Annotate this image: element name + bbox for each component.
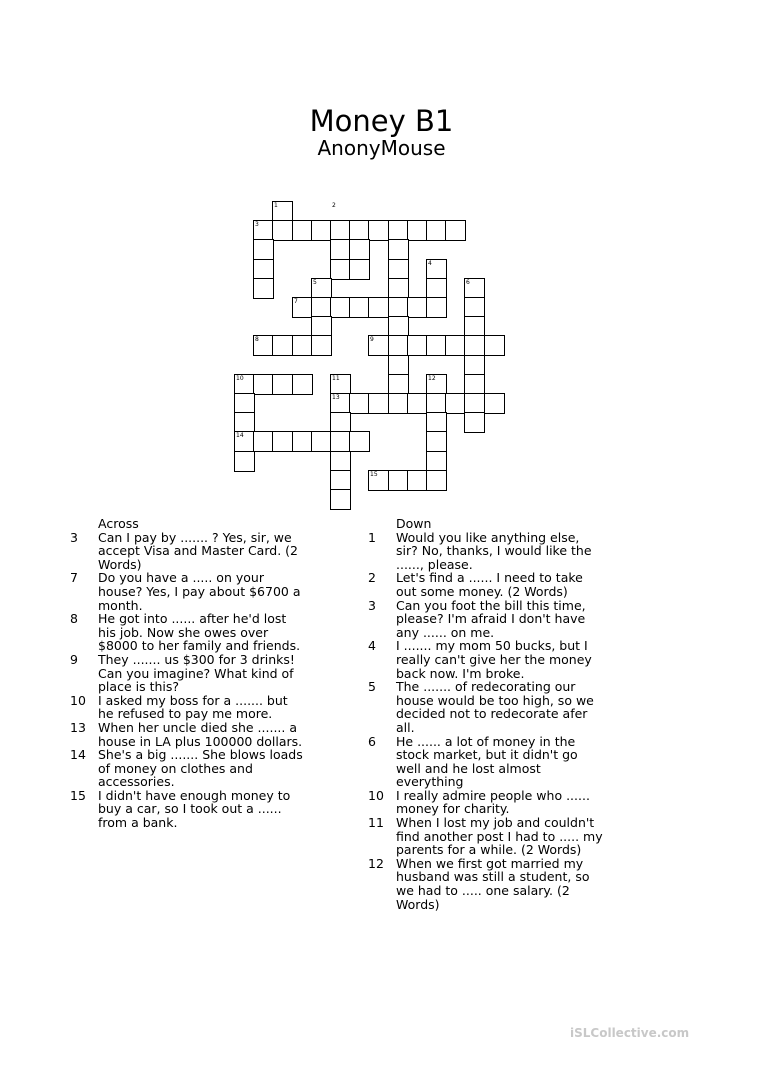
grid-cell[interactable] — [464, 355, 485, 376]
down-clue — [368, 816, 604, 857]
down-clue — [368, 571, 604, 598]
grid-cell[interactable] — [464, 412, 485, 433]
grid-cell[interactable] — [292, 220, 313, 241]
cell-number: 11 — [332, 375, 340, 382]
across-clue — [70, 721, 306, 748]
across-clue — [70, 571, 306, 612]
grid-cell[interactable] — [388, 297, 409, 318]
clue-text: They ....... us $300 for 3 drinks! Can you imagine? What kind of place is this? — [98, 651, 295, 695]
grid-cell[interactable] — [330, 470, 351, 491]
cell-number: 1 — [274, 202, 278, 209]
clue-text: He got into ...... after he'd lost his job. Now she owes over $8000 to her family and friends. — [98, 611, 301, 654]
cell-number: 2 — [332, 202, 336, 209]
grid-cell[interactable] — [330, 412, 351, 433]
grid-cell[interactable] — [426, 297, 447, 318]
grid-cell[interactable] — [272, 220, 293, 241]
cell-number: 6 — [466, 279, 470, 286]
footer-watermark: iSLCollective.com — [570, 1026, 690, 1040]
down-clue — [368, 789, 604, 816]
grid-cell[interactable] — [464, 297, 485, 318]
grid-cell[interactable] — [388, 470, 409, 491]
down-clue — [368, 599, 604, 640]
grid-cell[interactable] — [330, 259, 351, 280]
clue-text: When her uncle died she ....... a house in LA plus 100000 dollars. — [98, 719, 303, 749]
clue-number: 15 — [70, 787, 86, 803]
grid-cell[interactable] — [311, 431, 332, 452]
clue-text: Do you have a ..... on your house? Yes, I pay about $6700 a month. — [98, 570, 301, 613]
clue-number: 3 — [368, 597, 376, 613]
grid-cell[interactable] — [388, 239, 409, 260]
grid-cell[interactable] — [368, 220, 389, 241]
grid-cell[interactable] — [349, 431, 370, 452]
grid-cell[interactable] — [426, 220, 447, 241]
across-clue — [70, 748, 306, 789]
grid-cell[interactable] — [388, 278, 409, 299]
grid-cell[interactable] — [426, 335, 447, 356]
grid-cell[interactable] — [234, 412, 255, 433]
grid-cell[interactable] — [388, 220, 409, 241]
grid-cell[interactable] — [349, 239, 370, 260]
grid-cell[interactable] — [407, 297, 428, 318]
grid-cell[interactable] — [426, 393, 447, 414]
grid-cell[interactable] — [253, 374, 274, 395]
grid-cell[interactable] — [311, 297, 332, 318]
clue-number: 14 — [70, 747, 86, 763]
grid-cell[interactable] — [272, 335, 293, 356]
clue-number: 11 — [368, 815, 384, 831]
grid-cell[interactable] — [349, 297, 370, 318]
across-clue — [70, 653, 306, 694]
clue-text: Can I pay by ....... ? Yes, sir, we accept Visa and Master Card. (2 Words) — [98, 529, 298, 572]
down-clue — [368, 680, 604, 734]
clue-number: 2 — [368, 570, 376, 586]
grid-cell[interactable] — [311, 316, 332, 337]
grid-cell[interactable] — [330, 431, 351, 452]
across-clues — [70, 517, 306, 830]
grid-cell[interactable] — [388, 393, 409, 414]
cell-number: 9 — [370, 336, 374, 343]
author-name: AnonyMouse — [317, 136, 446, 160]
grid-cell[interactable] — [388, 355, 409, 376]
grid-cell[interactable] — [330, 451, 351, 472]
clue-text: When I lost my job and couldn't find another post I had to ..... my parents for a while. (2 Words) — [396, 815, 603, 858]
grid-cell[interactable] — [292, 431, 313, 452]
clue-number: 10 — [70, 692, 86, 708]
grid-cell[interactable] — [388, 316, 409, 337]
grid-cell[interactable] — [445, 220, 466, 241]
across-clue — [70, 612, 306, 653]
grid-cell[interactable] — [484, 335, 505, 356]
grid-cell[interactable] — [349, 259, 370, 280]
cell-number: 14 — [236, 432, 244, 439]
clue-number: 5 — [368, 679, 376, 695]
clue-text: The ....... of redecorating our house would be too high, so we decided not to redecorate afer all. — [396, 679, 594, 735]
grid-cell[interactable] — [272, 374, 293, 395]
grid-cell[interactable] — [292, 374, 313, 395]
grid-cell[interactable] — [407, 393, 428, 414]
grid-cell[interactable] — [426, 412, 447, 433]
grid-cell[interactable] — [464, 374, 485, 395]
clue-text: Can you foot the bill this time, please? I'm afraid I don't have any ...... on me. — [396, 597, 586, 640]
down-clues — [368, 517, 604, 911]
grid-cell[interactable] — [388, 259, 409, 280]
grid-cell[interactable] — [426, 278, 447, 299]
grid-cell[interactable] — [234, 393, 255, 414]
page-title: Money B1 — [309, 104, 454, 138]
clue-number: 7 — [70, 570, 78, 586]
grid-cell[interactable] — [445, 335, 466, 356]
grid-cell[interactable] — [407, 335, 428, 356]
clue-number: 6 — [368, 733, 376, 749]
across-clue — [70, 531, 306, 572]
clue-text: Would you like anything else, sir? No, thanks, I would like the ......, please. — [396, 529, 592, 572]
clue-number: 8 — [70, 611, 78, 627]
grid-cell[interactable] — [484, 393, 505, 414]
grid-cell[interactable] — [253, 278, 274, 299]
cell-number: 3 — [255, 221, 259, 228]
cell-number: 5 — [313, 279, 317, 286]
grid-cell[interactable] — [311, 335, 332, 356]
clue-text: I didn't have enough money to buy a car, so I took out a ...... from a bank. — [98, 787, 291, 831]
cell-number: 10 — [236, 375, 244, 382]
grid-cell[interactable] — [253, 431, 274, 452]
grid-cell[interactable] — [253, 259, 274, 280]
clue-text: I really admire people who ...... money for charity. — [396, 787, 590, 817]
cell-number: 12 — [428, 375, 436, 382]
clue-number: 10 — [368, 787, 384, 803]
clue-text: Let's find a ...... I need to take out some money. (2 Words) — [396, 570, 583, 599]
down-clue — [368, 531, 604, 572]
grid-cell[interactable] — [330, 297, 351, 318]
clue-number: 1 — [368, 529, 376, 545]
across-clue — [70, 789, 306, 830]
crossword-grid — [0, 0, 763, 520]
cell-number: 13 — [332, 394, 340, 401]
grid-cell[interactable] — [426, 470, 447, 491]
grid-cell[interactable] — [388, 335, 409, 356]
grid-cell[interactable] — [272, 431, 293, 452]
clue-number: 3 — [70, 529, 78, 545]
down-clue — [368, 735, 604, 789]
grid-cell[interactable] — [292, 335, 313, 356]
grid-cell[interactable] — [407, 220, 428, 241]
cell-number: 8 — [255, 336, 259, 343]
grid-cell[interactable] — [330, 489, 351, 510]
clue-number: 9 — [70, 651, 78, 667]
cell-number: 4 — [428, 260, 432, 267]
grid-cell[interactable] — [464, 335, 485, 356]
grid-cell[interactable] — [330, 220, 351, 241]
cell-number: 15 — [370, 471, 378, 478]
grid-cell[interactable] — [234, 451, 255, 472]
down-clue — [368, 639, 604, 680]
grid-cell[interactable] — [368, 297, 389, 318]
clue-text: When we first got married my husband was still a student, so we had to ..... one salary. (2 Words) — [396, 855, 590, 912]
across-heading: Across — [98, 516, 139, 531]
grid-cell[interactable] — [253, 239, 274, 260]
cell-number: 7 — [294, 298, 298, 305]
clue-number: 12 — [368, 855, 384, 871]
grid-cell[interactable] — [311, 220, 332, 241]
grid-cell[interactable] — [388, 374, 409, 395]
grid-cell[interactable] — [407, 470, 428, 491]
grid-cell[interactable] — [464, 316, 485, 337]
grid-cell[interactable] — [368, 393, 389, 414]
down-heading: Down — [396, 516, 432, 531]
clue-number: 4 — [368, 638, 376, 654]
clue-text: I asked my boss for a ....... but he refused to pay me more. — [98, 692, 288, 722]
grid-cell[interactable] — [330, 239, 351, 260]
grid-cell[interactable] — [445, 393, 466, 414]
grid-cell[interactable] — [349, 393, 370, 414]
grid-cell[interactable] — [464, 393, 485, 414]
grid-cell[interactable] — [349, 220, 370, 241]
down-clue — [368, 857, 604, 911]
grid-cell[interactable] — [426, 451, 447, 472]
clue-text: She's a big ....... She blows loads of money on clothes and accessories. — [98, 747, 303, 790]
clue-number: 13 — [70, 719, 86, 735]
clue-text: I ....... my mom 50 bucks, but I really can't give her the money back now. I'm broke. — [396, 638, 592, 681]
across-clue — [70, 694, 306, 721]
grid-cell[interactable] — [426, 431, 447, 452]
clue-text: He ...... a lot of money in the stock market, but it didn't go well and he lost almost everything — [396, 733, 578, 790]
